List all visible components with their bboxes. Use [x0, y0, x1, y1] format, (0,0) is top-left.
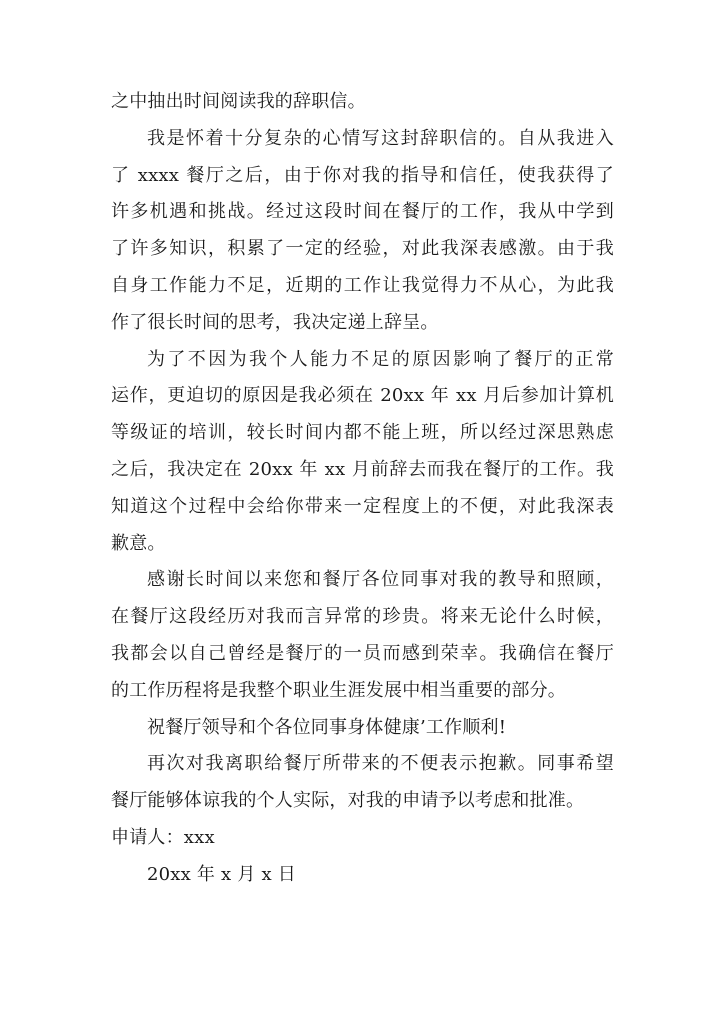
letter-line: 20xx 年 x 月 x 日 — [147, 863, 296, 885]
letter-line: 了许多知识，积累了一定的经验，对此我深表感激。由于我 — [111, 238, 614, 260]
letter-line: 之后，我决定在 20xx 年 xx 月前辞去而我在餐厅的工作。我 — [111, 458, 614, 480]
letter-line: 在餐厅这段经历对我而言异常的珍贵。将来无论什么时候， — [111, 606, 614, 628]
letter-line: 申请人：xxx — [111, 826, 215, 848]
letter-line: 感谢长时间以来您和餐厅各位同事对我的教导和照顾， — [147, 569, 614, 591]
letter-line: 运作，更迫切的原因是我必须在 20xx 年 xx 月后参加计算机 — [111, 385, 614, 407]
letter-line: 了 xxxx 餐厅之后，由于你对我的指导和信任，使我获得了 — [111, 164, 614, 186]
letter-line: 知道这个过程中会给你带来一定程度上的不便，对此我深表 — [111, 495, 614, 517]
letter-line: 我是怀着十分复杂的心情写这封辞职信的。自从我进入 — [147, 127, 614, 149]
letter-line: 为了不因为我个人能力不足的原因影响了餐厅的正常 — [147, 348, 614, 370]
letter-line: 祝餐厅领导和个各位同事身体健康’工作顺利! — [147, 716, 507, 738]
letter-line: 歉意。 — [111, 532, 166, 554]
letter-line: 餐厅能够体谅我的个人实际，对我的申请予以考虑和批准。 — [111, 790, 585, 812]
letter-line: 再次对我离职给餐厅所带来的不便表示抱歉。同事希望 — [147, 753, 614, 775]
letter-line: 等级证的培训，较长时间内都不能上班，所以经过深思熟虑 — [111, 422, 614, 444]
letter-line: 作了很长时间的思考，我决定递上辞呈。 — [111, 311, 439, 333]
letter-line: 许多机遇和挑战。经过这段时间在餐厅的工作，我从中学到 — [111, 201, 614, 223]
letter-line: 我都会以自己曾经是餐厅的一员而感到荣幸。我确信在餐厅 — [111, 642, 614, 664]
resignation-letter-body — [111, 84, 614, 894]
letter-line: 自身工作能力不足，近期的工作让我觉得力不从心，为此我 — [111, 274, 614, 296]
letter-line: 的工作历程将是我整个职业生涯发展中相当重要的部分。 — [111, 679, 566, 701]
letter-line: 之中抽出时间阅读我的辞职信。 — [111, 91, 366, 112]
